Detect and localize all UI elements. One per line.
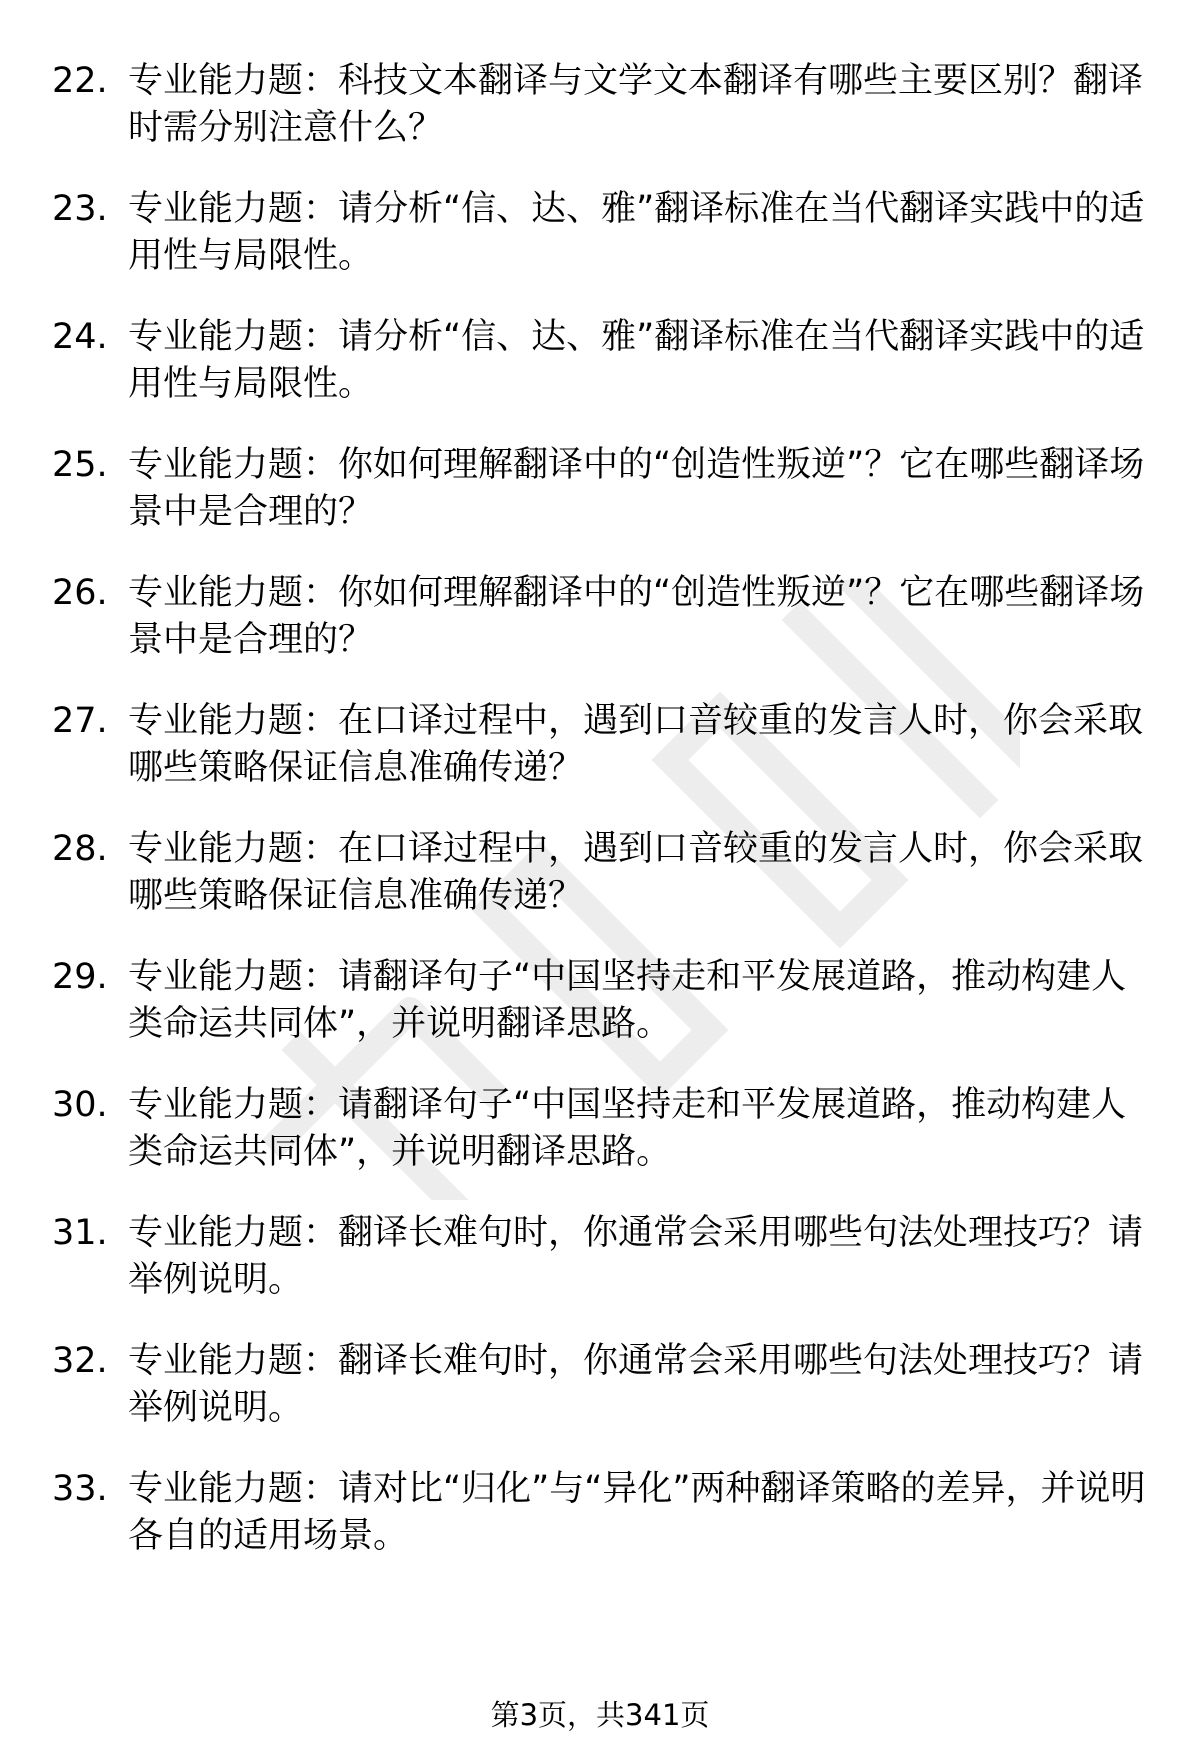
question-text: 专业能力题：请分析“信、达、雅”翻译标准在当代翻译实践中的适用性与局限性。 — [128, 317, 1145, 404]
question-number: 26. — [52, 573, 108, 613]
question-item-30 — [52, 1082, 1152, 1176]
question-text: 专业能力题：请翻译句子“中国坚持走和平发展道路，推动构建人类命运共同体”，并说明翻译思路。 — [128, 957, 1127, 1044]
question-text: 专业能力题：请翻译句子“中国坚持走和平发展道路，推动构建人类命运共同体”，并说明翻译思路。 — [128, 1085, 1127, 1172]
question-number: 25. — [52, 445, 108, 485]
question-list — [52, 58, 1152, 1594]
question-item-33 — [52, 1466, 1152, 1560]
question-text: 专业能力题：你如何理解翻译中的“创造性叛逆”？它在哪些翻译场景中是合理的？ — [128, 573, 1145, 660]
question-number: 22. — [52, 61, 108, 101]
question-item-23 — [52, 186, 1152, 280]
question-text: 专业能力题：科技文本翻译与文学文本翻译有哪些主要区别？翻译时需分别注意什么？ — [128, 61, 1144, 148]
question-item-29 — [52, 954, 1152, 1048]
question-number: 24. — [52, 317, 108, 357]
question-number: 23. — [52, 189, 108, 229]
question-item-31 — [52, 1210, 1152, 1304]
question-item-25 — [52, 442, 1152, 536]
question-item-27 — [52, 698, 1152, 792]
question-text: 专业能力题：在口译过程中，遇到口音较重的发言人时，你会采取哪些策略保证信息准确传递？ — [128, 701, 1144, 788]
question-item-24 — [52, 314, 1152, 408]
question-number: 33. — [52, 1469, 108, 1509]
question-text: 专业能力题：翻译长难句时，你通常会采用哪些句法处理技巧？请举例说明。 — [128, 1341, 1144, 1428]
question-text: 专业能力题：请分析“信、达、雅”翻译标准在当代翻译实践中的适用性与局限性。 — [128, 189, 1145, 276]
question-text: 专业能力题：在口译过程中，遇到口音较重的发言人时，你会采取哪些策略保证信息准确传递？ — [128, 829, 1144, 916]
question-number: 29. — [52, 957, 108, 997]
question-text: 专业能力题：你如何理解翻译中的“创造性叛逆”？它在哪些翻译场景中是合理的？ — [128, 445, 1145, 532]
question-number: 30. — [52, 1085, 108, 1125]
question-number: 32. — [52, 1341, 108, 1381]
question-number: 28. — [52, 829, 108, 869]
question-item-22 — [52, 58, 1152, 152]
question-number: 31. — [52, 1213, 108, 1253]
page-indicator: 第3页，共341页 — [490, 1698, 710, 1732]
question-item-28 — [52, 826, 1152, 920]
question-text: 专业能力题：请对比“归化”与“异化”两种翻译策略的差异，并说明各自的适用场景。 — [128, 1469, 1146, 1556]
question-item-32 — [52, 1338, 1152, 1432]
question-item-26 — [52, 570, 1152, 664]
question-number: 27. — [52, 701, 108, 741]
question-text: 专业能力题：翻译长难句时，你通常会采用哪些句法处理技巧？请举例说明。 — [128, 1213, 1144, 1300]
